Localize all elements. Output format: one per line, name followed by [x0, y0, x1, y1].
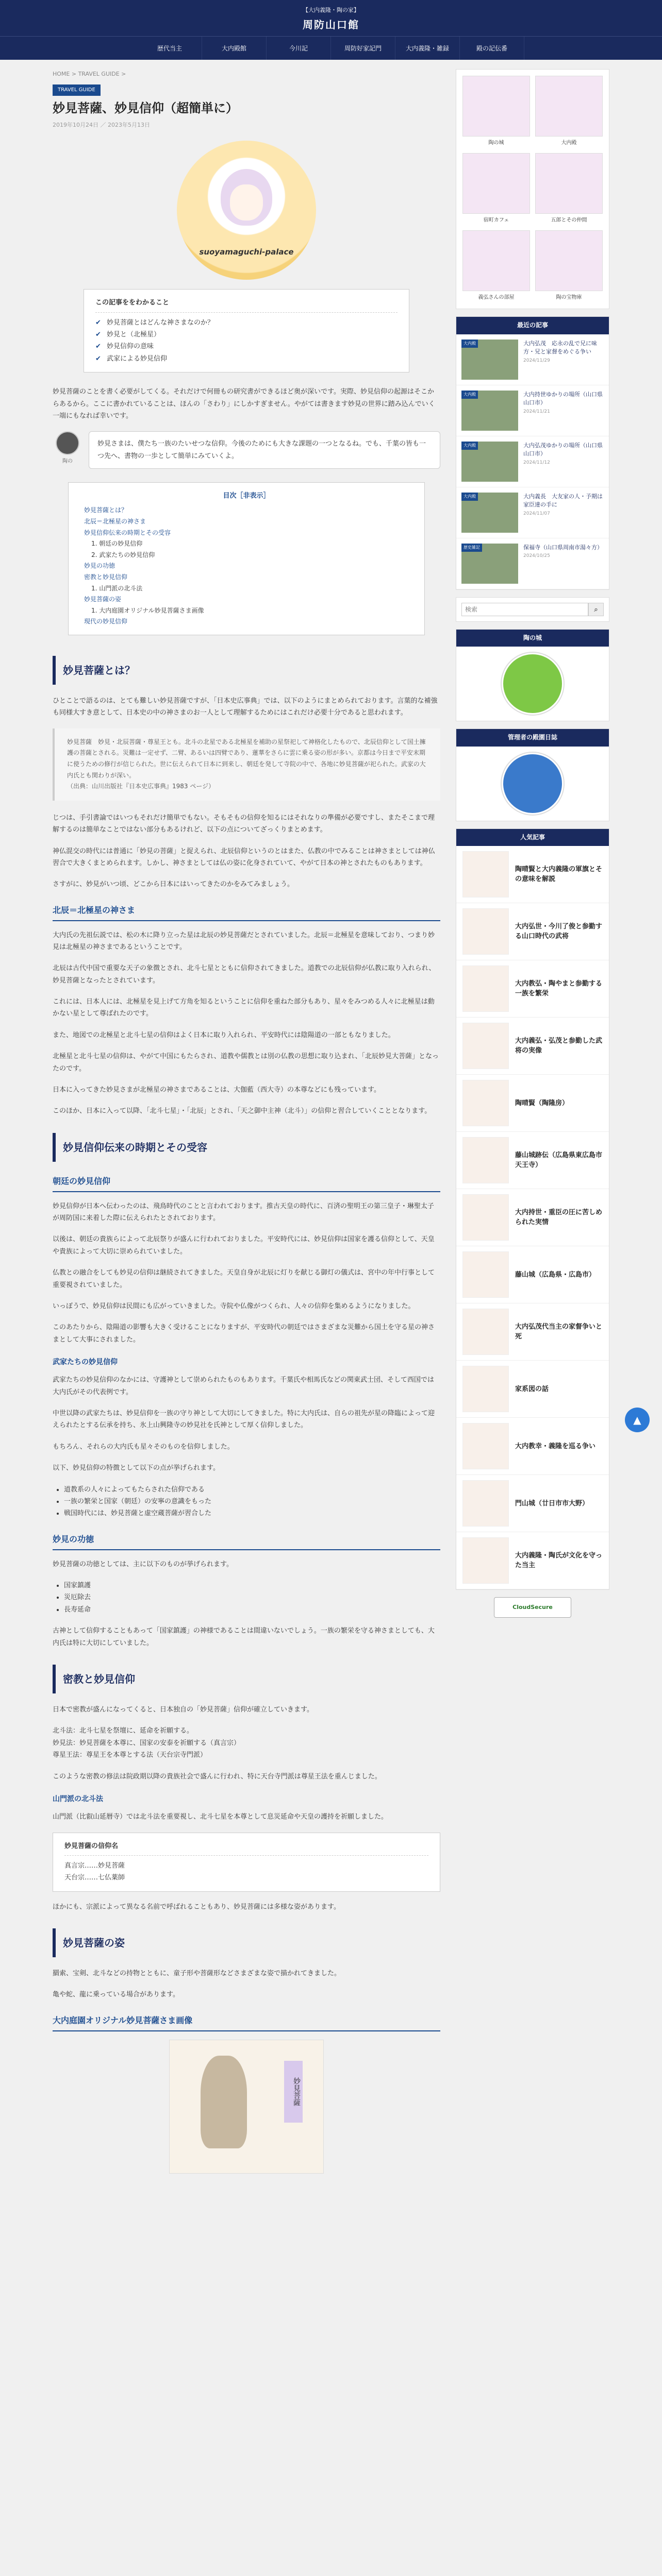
avatar: [53, 431, 82, 469]
character-label: 陶の城: [488, 140, 504, 146]
paragraph: このほか、日本に入って以降、「北斗七星」・「北辰」とされ、「天之御中主神（北斗）」の信仰と習合していくこととなります。: [53, 1107, 432, 1115]
search-button[interactable]: [588, 603, 604, 616]
name-row: 真言宗……妙見菩薩: [64, 1861, 125, 1870]
toc-link[interactable]: 妙見信仰伝来の時期とその受容: [84, 529, 171, 536]
site-subtitle: 【大内義隆・陶の家】: [303, 7, 359, 13]
recent-post[interactable]: [456, 385, 609, 436]
paragraph: 亀や蛇、龍に乗っている場合があります。: [53, 1991, 179, 1999]
quote-source: （出典：山川出版社『日本史広事典』1983 ページ）: [67, 783, 215, 790]
post-thumbnail: [462, 1251, 509, 1298]
back-to-top-button[interactable]: [625, 1408, 650, 1432]
figure-illustration: [201, 2056, 247, 2148]
paragraph: いっぽうで、妙見信仰は民間にも広がっていきました。寺院や仏像がつくられ、人々の信仰を集めるようになりました。: [53, 1302, 415, 1310]
character-widget: [456, 69, 609, 309]
paragraph: 山門派（比叡山延暦寺）では北斗法を重要視し、北斗七星を本尊として息災延命や天皇の護持を祈願しました。: [53, 1813, 388, 1821]
post-thumbnail: [461, 442, 518, 482]
character-banner[interactable]: [502, 653, 564, 715]
paragraph: 日本で密教が盛んになってくると、日本独自の「妙見菩薩」信仰が確立していきます。: [53, 1705, 313, 1714]
popular-post[interactable]: [456, 1418, 609, 1475]
post-title[interactable]: 家系図の話: [515, 1385, 549, 1393]
point-item: ✔ 妙見信仰の意味: [95, 341, 398, 352]
character-card[interactable]: [535, 230, 603, 302]
subsection-heading: 大内庭園オリジナル妙見菩薩さま画像: [53, 2013, 440, 2031]
search-widget: [456, 597, 609, 622]
breadcrumb[interactable]: HOME > TRAVEL GUIDE >: [53, 71, 126, 77]
paragraph: 北辰は古代中国で重要な天子の象徴とされ、北斗七星とともに信仰されてきました。道教での北辰信仰が仏教に取り入れられ、妙見菩薩となったとされています。: [53, 964, 436, 985]
popular-post[interactable]: [456, 903, 609, 960]
post-thumbnail: [462, 1023, 509, 1069]
site-title[interactable]: 周防山口館: [303, 18, 359, 31]
subsection-heading: 妙見の功徳: [53, 1532, 440, 1550]
post-title[interactable]: 大内持世・重臣の圧に苦しめられた実情: [515, 1208, 603, 1227]
paragraph: 日本に入ってきた妙見さまが北極星の神さまであることは、大伽藍（西大寺）の本尊などにも残っています。: [53, 1086, 380, 1094]
paragraph: また、地図での北極星と北斗七星の信仰はよく日本に取り入れられ、平安時代には陰陽道の一部ともなりました。: [53, 1031, 395, 1039]
post-date: 2024/10/25: [523, 553, 550, 559]
popular-post[interactable]: [456, 1132, 609, 1189]
toc-link[interactable]: 妙見菩薩とは？: [84, 506, 128, 514]
widget-title: 陶の城: [456, 630, 609, 647]
character-label: 宿町カフェ: [483, 217, 509, 223]
paragraph: じつは、手引書論ではいつもそれだけ簡単でもない。そもそもの信仰を知るにはそれなりの準備が必要ですし、またそこまで理解するのは簡単なことではない部分もあるけれど、以下の点についてざっくりまとめます。: [53, 814, 435, 834]
paragraph: 大内氏の先祖伝説では、松の木に降り立った星は北辰の妙見菩薩だとされていました。北辰＝北極星を意味しており、つまり妙見は北極星の神さまであるということです。: [53, 931, 435, 951]
toc-link[interactable]: 密教と妙見信仰: [84, 573, 128, 581]
toc-link[interactable]: 妙見菩薩の姿: [84, 596, 122, 603]
hero-logo: suoyamaguchi-palace: [199, 247, 294, 257]
minor-heading: 武家たちの妙見信仰: [53, 1358, 118, 1367]
point-item: ✔ 武家による妙見信仰: [95, 353, 398, 365]
paragraph: さすがに、妙見がいつ頃、どこから日本にはいってきたのかをみてみましょう。: [53, 880, 294, 889]
table-of-contents: [68, 482, 425, 635]
post-thumbnail: [462, 1080, 509, 1126]
paragraph: これには、日本人には、北極星を見上げて方角を知るということに信仰を重ねた部分もあり、星々をみつめる人々に北極星は動かない星として尊ばれたのです。: [53, 998, 435, 1018]
post-title[interactable]: 門山城（廿日市市大野）: [515, 1499, 589, 1507]
paragraph: 妙見信仰が日本へ伝わったのは、飛鳥時代のことと言われております。推古天皇の時代に、百済の聖明王の第三皇子・琳聖太子が周防国に来着した際に伝えられたとされております。: [53, 1202, 434, 1222]
paragraph: 武家たちの妙見信仰のなかには、守護神として崇められたものもあります。千葉氏や相馬氏などの関東武士団、そして西国では大内氏がその代表例です。: [53, 1376, 434, 1396]
post-title[interactable]: 藤山城（広島県・広島市）: [515, 1270, 596, 1279]
list-item: • 一族の繁栄と国家（朝廷）の安寧の意識をもった: [64, 1496, 440, 1507]
speech-balloon: [53, 431, 440, 469]
security-badge[interactable]: CloudSecure: [494, 1597, 571, 1618]
character-banner-widget: [456, 629, 609, 722]
post-thumbnail: [462, 851, 509, 897]
points-title: この記事ををわかること: [95, 297, 398, 312]
section-heading: 妙見信仰伝来の時期とその受容: [53, 1133, 440, 1162]
character-label: 義弘さんの部屋: [478, 295, 515, 300]
paragraph: 羂索、宝剣、北斗などの持物とともに、童子形や菩薩形などさまざまな姿で描かれてきました。: [53, 1970, 341, 1978]
post-thumbnail: [462, 1194, 509, 1241]
popular-post[interactable]: [456, 1303, 609, 1361]
post-category: 大内殿: [461, 442, 478, 450]
post-title[interactable]: 陶晴賢と大内義隆の軍旗とその意味を解説: [515, 865, 603, 884]
article-title: 妙見菩薩、妙見信仰（超簡単に）: [53, 100, 238, 115]
character-image: [535, 76, 603, 137]
name-box-title: 妙見菩薩の信仰名: [64, 1840, 428, 1856]
subsection-heading: 朝廷の妙見信仰: [53, 1174, 440, 1192]
post-title[interactable]: 大内義長 大友家の人・予期は家臣達の手に: [523, 493, 603, 509]
point-item: ✔ 妙見と（北極星）: [95, 329, 398, 341]
popular-post[interactable]: [456, 846, 609, 903]
popular-posts-widget: [456, 828, 609, 1590]
post-title[interactable]: 大内義隆・陶氏が文化を守った当主: [515, 1551, 603, 1570]
recent-post[interactable]: [456, 487, 609, 538]
post-thumbnail: [462, 1137, 509, 1183]
popular-post[interactable]: [456, 1532, 609, 1589]
paragraph: 北極星と北斗七星の信仰は、やがて中国にもたらされ、道教や儒教とは別の仏教の思想に取り込まれ、「北辰妙見大菩薩」となったのです。: [53, 1053, 439, 1073]
list-item: • 災厄除去: [64, 1591, 440, 1603]
character-card[interactable]: [462, 230, 530, 302]
arrow-up-icon: ▲: [633, 1414, 641, 1426]
list-item: • 道教系の人々によってもたらされた信仰である: [64, 1484, 440, 1496]
point-item: ✔ 妙見菩薩とはどんな神さまなのか？: [95, 317, 398, 329]
toc-link[interactable]: 1. 山門派の北斗法: [91, 584, 143, 592]
nav-item[interactable]: 今川記: [267, 37, 331, 60]
site-header: [0, 0, 662, 36]
list-item: • 長寿延命: [64, 1604, 440, 1616]
popular-post[interactable]: [456, 960, 609, 1018]
section-heading: 妙見菩薩の姿: [53, 1928, 440, 1957]
post-thumbnail: [462, 1537, 509, 1584]
myoken-illustration: [169, 2040, 324, 2174]
recent-posts-widget: [456, 316, 609, 590]
bullet-list: [64, 1484, 440, 1520]
post-category: 大内殿: [461, 391, 478, 399]
post-title[interactable]: 大内教弘・陶やまと参勤する一族を繁栄: [515, 979, 603, 998]
recent-post[interactable]: [456, 538, 609, 589]
post-title[interactable]: 大内弘世・今川了俊と参勤する山口時代の武将: [515, 922, 603, 941]
post-title[interactable]: 陶晴賢（陶隆房）: [515, 1099, 569, 1107]
subsection-heading: 北辰＝北極星の神さま: [53, 903, 440, 921]
diary-banner[interactable]: [502, 753, 564, 815]
character-image: [462, 153, 530, 214]
paragraph: 古神として信仰することもあって「国家鎮護」の神様であることは間違いないでしょう。一族の繁栄を守る神さまとしても、大内氏は特に大切にしていました。: [53, 1627, 435, 1647]
post-thumbnail: [462, 1309, 509, 1355]
post-category: 大内殿: [461, 493, 478, 501]
avatar-name: 陶の: [62, 459, 73, 465]
widget-title: 人気記事: [456, 829, 609, 846]
character-label: 大内殿: [561, 140, 577, 146]
post-thumbnail: [461, 340, 518, 380]
paragraph: このような密教の修法は院政期以降の貴族社会で盛んに行われ、特に天台寺門派は尊星王法を重んじました。: [53, 1772, 382, 1781]
post-title[interactable]: 大内弘茂 応永の乱で兄に味方・兄と家督をめぐる争い: [523, 340, 597, 355]
character-card[interactable]: [462, 153, 530, 225]
character-image: [462, 76, 530, 137]
post-thumbnail: [462, 1480, 509, 1527]
list-item: • 戦国時代には、妙見菩薩と虚空蔵菩薩が習合した: [64, 1507, 440, 1519]
character-label: 五郎とその仲間: [551, 217, 587, 223]
post-date: 2024/11/21: [523, 409, 550, 414]
hero-image: [177, 141, 316, 280]
paragraph: 以下、妙見信仰の特徴として以下の点が挙げられます。: [53, 1464, 220, 1472]
search-input[interactable]: [461, 603, 588, 616]
toc-link[interactable]: 2. 武家たちの妙見信仰: [91, 551, 155, 558]
post-thumbnail: [462, 1366, 509, 1412]
character-image: [462, 230, 530, 291]
paragraph: ひとことで語るのは、とても難しい妙見菩薩ですが、「日本史広事典」では、以下のようにまとめられております。言葉的な補強も同様大すき意として、日本史の中の神さまのお一人として理解するためにはこれだけ必要十分であると思われます。: [53, 697, 438, 717]
nav-item[interactable]: 大内殿館: [202, 37, 267, 60]
name-row: 天台宗……七仏薬師: [64, 1874, 125, 1882]
paragraph: 以後は、朝廷の貴族らによって北辰祭りが盛んに行われておりました。平安時代には、妙見信仰は国家を護る信仰として、天皇や貴族によって大切に崇められていました。: [53, 1235, 435, 1256]
section-heading: 妙見菩薩とは？: [53, 656, 440, 685]
post-thumbnail: [461, 493, 518, 533]
post-category: 大内殿: [461, 340, 478, 348]
popular-post[interactable]: [456, 1475, 609, 1532]
balloon-text: 妙見さまは、僕たち一族のたいせつな信仰。今後のためにも大きな課題の一つとなるね。でも、千葉の皆も一つ先へ、書物の一歩として簡単にみていくよ。: [89, 431, 440, 469]
nav-item[interactable]: 大内義隆・雑録: [395, 37, 460, 60]
points-box: [84, 289, 409, 372]
character-image: [535, 153, 603, 214]
popular-post[interactable]: [456, 1075, 609, 1132]
character-label: 陶の宝物庫: [556, 295, 582, 300]
article-dates: 2019年10月24日 ／ 2023年5月13日: [53, 122, 150, 129]
diary-banner-widget: [456, 728, 609, 821]
recent-post[interactable]: [456, 436, 609, 487]
toc-link[interactable]: 北辰＝北極星の神さま: [84, 518, 146, 526]
nav-item[interactable]: 歴代当主: [138, 37, 202, 60]
post-title[interactable]: 大内弘茂代当主の家督争いと死: [515, 1323, 603, 1341]
paragraph: 中世以降の武家たちは、妙見信仰を一族の守り神として大切にしてきました。特に大内氏は、自らの祖先が星の降臨によって迎えられたとする伝承を持ち、氷上山興隆寺の妙見社を氏神として厚く信仰しました。: [53, 1410, 435, 1430]
search-icon: ⌕: [594, 605, 598, 613]
nav-item[interactable]: 周防好家記門: [331, 37, 395, 60]
quote-text: 妙見菩薩 妙見・北辰菩薩・尊星王とも。北斗の北星である北極星を補助の星祭祀して神格化したもので、北辰信仰として国土擁護の菩薩とされる。災難は一定せず、二臂、あるいは四臂であり、蓮華をさらに雲に乗る姿の形が多い。京都は今日まで平安末期に使うための修行が信じられた。世に伝えられて日本に到来し、朝廷を発して寺院の中で、各地に妙見菩薩が祀られた。武家の大内氏とも関わりが深い。: [67, 738, 426, 779]
post-title[interactable]: 藤山城跡伝（広島県東広島市天王寺）: [515, 1151, 603, 1170]
character-card[interactable]: [462, 76, 530, 148]
minor-heading: 山門派の北斗法: [53, 1794, 103, 1803]
character-card[interactable]: [535, 153, 603, 225]
paragraph: 北斗法：北斗七星を祭壇に、延命を祈願する。 妙見法：妙見菩薩を本尊に、国家の安泰を祈願する（真言宗） 尊星王法：尊星王を本尊とする法（天台宗寺門派）: [53, 1727, 241, 1759]
post-category: 歴史雑記: [461, 544, 482, 552]
paragraph: 仏教との融合をしても妙見の信仰は継続されてきました。天皇自身が北辰に灯りを献じる御灯の儀式は、宮中の年中行事として重要視されていました。: [53, 1269, 435, 1289]
illustration-label: 妙見菩薩: [284, 2061, 303, 2123]
post-thumbnail: [462, 965, 509, 1012]
post-date: 2024/11/07: [523, 511, 550, 516]
popular-post[interactable]: [456, 1018, 609, 1075]
list-item: • 国家鎮護: [64, 1580, 440, 1591]
popular-post[interactable]: [456, 1361, 609, 1418]
post-title[interactable]: 大内弘茂ゆかりの場所（山口県山口市）: [523, 442, 603, 457]
widget-title: 最近の記事: [456, 317, 609, 334]
post-thumbnail: [462, 908, 509, 955]
paragraph: 妙見菩薩の功徳としては、主に以下のものが挙げられます。: [53, 1560, 233, 1568]
toc-link[interactable]: 1. 大内庭園オリジナル妙見菩薩さま画像: [91, 606, 204, 614]
post-title[interactable]: 大内持世ゆかりの場所（山口県山口市）: [523, 391, 603, 406]
popular-post[interactable]: [456, 1246, 609, 1303]
bullet-list: [64, 1580, 440, 1616]
paragraph: 神仏混交の時代には普通に「妙見の菩薩」と捉えられ、北辰信仰というのとはまた、仏教の中でみることは神さまとしては神仏習合で大きくまとめられます。しかし、神さまとしては仏の姿に化身されていて、やがて日本の神とされたものもあります。: [53, 847, 435, 867]
section-heading: 密教と妙見信仰: [53, 1665, 440, 1693]
post-date: 2024/11/29: [523, 358, 550, 363]
intro-text: 妙見菩薩のことを書く必要がしてくる。それだけで何冊もの研究書ができるほど奥が深いです。実際、妙見信仰の起源はそこからあるから。ここに書かれていることは、ほんの「さわり」にしかすぎません。やがては書きます妙見の世界に踏み込んでいく一端にもなれば幸いです。: [53, 388, 435, 420]
post-thumbnail: [461, 391, 518, 431]
sidebar: [456, 69, 609, 2179]
post-title[interactable]: 大内教幸・義隆を巡る争い: [515, 1442, 596, 1450]
post-thumbnail: [462, 1423, 509, 1469]
toc-head[interactable]: 目次［非表示］: [223, 492, 270, 500]
widget-title: 管理者の殿園日誌: [456, 729, 609, 747]
post-thumbnail: [461, 544, 518, 584]
toc-link[interactable]: 1. 朝廷の妙見信仰: [91, 540, 143, 548]
post-title[interactable]: 保福寺（山口県周南市湯々方）: [523, 544, 603, 551]
paragraph: もちろん、それらの大内氏も星々そのものを信仰しました。: [53, 1443, 234, 1451]
post-date: 2024/11/12: [523, 460, 550, 465]
recent-post[interactable]: [456, 334, 609, 385]
category-badge[interactable]: TRAVEL GUIDE: [53, 84, 101, 96]
character-card[interactable]: [535, 76, 603, 148]
toc-link[interactable]: 現代の妙見信仰: [84, 618, 128, 625]
global-nav: [0, 36, 662, 60]
quote-block: [53, 728, 440, 801]
character-image: [535, 230, 603, 291]
popular-post[interactable]: [456, 1189, 609, 1246]
toc-link[interactable]: 妙見の功徳: [84, 562, 115, 570]
paragraph: ほかにも、宗派によって異なる名前で呼ばれることもあり、妙見菩薩には多様な姿があります。: [53, 1903, 340, 1911]
character-illustration: [221, 169, 272, 226]
nav-item[interactable]: 殿の記伝番: [460, 37, 524, 60]
post-title[interactable]: 大内義弘・弘茂と参勤した武将の実像: [515, 1037, 603, 1055]
name-box: [53, 1833, 440, 1892]
paragraph: このあたりから、陰陽道の影響も大きく受けることになりますが、平安時代の朝廷ではさまざまな災難から国土を守る星の神さまとして大事にされました。: [53, 1324, 435, 1344]
article-main: [53, 69, 440, 2179]
